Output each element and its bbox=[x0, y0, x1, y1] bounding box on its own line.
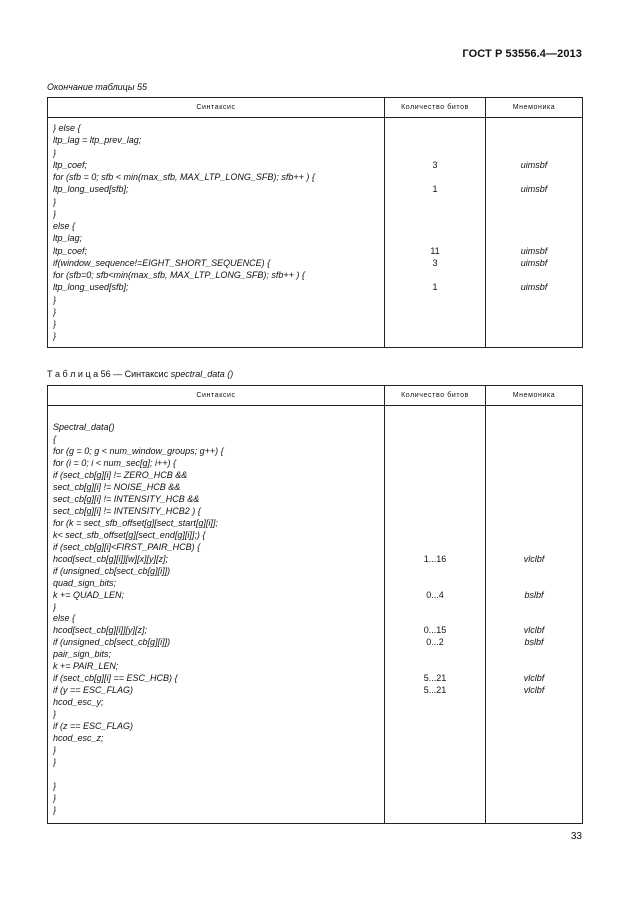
syntax-line: for (i = 0; i < num_sec[g]; i++) { bbox=[53, 457, 177, 468]
syntax-line: if (y == ESC_FLAG) bbox=[53, 685, 134, 696]
mnemonic-cell bbox=[486, 542, 582, 554]
syntax-line: sect_cb[g][i] != NOISE_HCB && bbox=[53, 481, 181, 492]
mnemonic-cell bbox=[486, 709, 582, 721]
bit-count-cell bbox=[385, 446, 485, 458]
mnemonic-cell bbox=[486, 410, 582, 422]
mnemonic-cell bbox=[486, 422, 582, 434]
bit-count-cell bbox=[385, 757, 485, 769]
mnemonic-cell bbox=[486, 220, 582, 232]
syntax-line: } bbox=[53, 306, 57, 317]
syntax-line: } bbox=[53, 793, 57, 803]
syntax-line: } bbox=[53, 709, 57, 720]
bit-count-cell bbox=[385, 306, 485, 318]
syntax-column bbox=[48, 406, 385, 824]
syntax-line: for (sfb = 0; sfb < min(max_sfb, MAX_LTP_LONG_SFB); sfb++ ) { bbox=[53, 172, 315, 182]
bit-count-cell: 1 bbox=[432, 282, 438, 293]
mnemonic-cell bbox=[486, 482, 582, 494]
bit-count-cell bbox=[385, 769, 485, 781]
bit-count-cell: 0...2 bbox=[426, 637, 444, 648]
bit-count-cell bbox=[385, 147, 485, 159]
syntax-line: quad_sign_bits; bbox=[53, 577, 117, 588]
mnemonic-column bbox=[486, 406, 583, 824]
mnemonic-cell bbox=[486, 458, 582, 470]
syntax-line: sect_cb[g][i] != INTENSITY_HCB2 ) { bbox=[53, 505, 201, 516]
mnemonic-column bbox=[486, 118, 583, 348]
mnemonic-cell bbox=[486, 578, 582, 590]
syntax-line: if (sect_cb[g][i] == ESC_HCB) { bbox=[53, 673, 178, 684]
table-55-caption: Окончание таблицы 55 bbox=[47, 82, 147, 92]
syntax-line: ltp_long_used[sfb]; bbox=[53, 184, 129, 195]
syntax-column bbox=[48, 118, 385, 348]
syntax-line: { bbox=[53, 433, 57, 444]
mnemonic-cell: vlclbf bbox=[523, 673, 545, 684]
bit-count-cell bbox=[385, 122, 485, 134]
mnemonic-cell bbox=[486, 613, 582, 625]
mnemonic-cell bbox=[486, 649, 582, 661]
mnemonic-cell bbox=[486, 745, 582, 757]
syntax-line: ltp_coef; bbox=[53, 159, 88, 170]
mnemonic-cell bbox=[486, 518, 582, 530]
page-number: 33 bbox=[570, 831, 582, 842]
syntax-line: hcod[sect_cb[g][i]][w][x][y][z]; bbox=[53, 553, 169, 564]
column-header-bit-count: Количество битов bbox=[385, 98, 486, 118]
bit-count-cell bbox=[385, 410, 485, 422]
bit-count-cell bbox=[385, 220, 485, 232]
syntax-line bbox=[53, 769, 384, 781]
bit-count-cell bbox=[385, 318, 485, 330]
bit-count-cell bbox=[385, 542, 485, 554]
bit-count-cell bbox=[385, 330, 485, 342]
mnemonic-cell bbox=[486, 602, 582, 614]
bit-count-column bbox=[385, 118, 486, 348]
bit-count-cell bbox=[385, 721, 485, 733]
syntax-line bbox=[53, 410, 384, 422]
syntax-line: } bbox=[53, 294, 57, 305]
syntax-line: if (z == ESC_FLAG) bbox=[53, 721, 134, 732]
syntax-line: } bbox=[53, 208, 57, 219]
syntax-line: k += QUAD_LEN; bbox=[53, 589, 125, 600]
column-header-syntax: Синтаксис bbox=[48, 386, 385, 406]
mnemonic-cell bbox=[486, 232, 582, 244]
syntax-line: ltp_long_used[sfb]; bbox=[53, 282, 129, 293]
syntax-line: pair_sign_bits; bbox=[53, 649, 112, 660]
bit-count-cell bbox=[385, 530, 485, 542]
column-header-mnemonic: Мнемоника bbox=[486, 98, 583, 118]
column-header-syntax: Синтаксис bbox=[48, 98, 385, 118]
mnemonic-cell bbox=[486, 805, 582, 817]
mnemonic-cell bbox=[486, 733, 582, 745]
syntax-line: sect_cb[g][i] != INTENSITY_HCB && bbox=[53, 493, 200, 504]
mnemonic-cell bbox=[486, 122, 582, 134]
bit-count-cell bbox=[385, 578, 485, 590]
mnemonic-cell: vlclbf bbox=[523, 625, 545, 636]
table-56-caption-prefix: Т а б л и ц а 56 — Синтаксис bbox=[47, 369, 171, 379]
mnemonic-cell bbox=[486, 269, 582, 281]
mnemonic-cell bbox=[486, 530, 582, 542]
mnemonic-cell: uimsbf bbox=[520, 245, 548, 256]
bit-count-cell bbox=[385, 709, 485, 721]
mnemonic-cell: uimsbf bbox=[520, 184, 548, 195]
mnemonic-cell bbox=[486, 769, 582, 781]
bit-count-cell: 3 bbox=[432, 257, 438, 268]
syntax-line: Spectral_data() bbox=[53, 421, 115, 432]
mnemonic-cell bbox=[486, 318, 582, 330]
bit-count-cell bbox=[385, 733, 485, 745]
bit-count-cell bbox=[385, 171, 485, 183]
syntax-line: } bbox=[53, 781, 57, 792]
mnemonic-cell bbox=[486, 781, 582, 793]
bit-count-cell: 1...16 bbox=[423, 553, 447, 564]
syntax-line: } bbox=[53, 147, 57, 158]
bit-count-cell bbox=[385, 613, 485, 625]
syntax-line: } bbox=[53, 331, 57, 342]
table-56-caption-function: spectral_data () bbox=[170, 369, 234, 379]
bit-count-cell bbox=[385, 745, 485, 757]
syntax-line: for (k = sect_sfb_offset[g][sect_start[g][i]]; bbox=[53, 517, 218, 528]
bit-count-cell bbox=[385, 470, 485, 482]
syntax-line: } bbox=[53, 196, 57, 207]
table-56 bbox=[47, 385, 583, 824]
table-56-caption bbox=[47, 369, 233, 379]
mnemonic-cell: vlclbf bbox=[523, 553, 545, 564]
mnemonic-cell: vlclbf bbox=[523, 685, 545, 696]
bit-count-cell bbox=[385, 805, 485, 817]
syntax-line: k += PAIR_LEN; bbox=[53, 661, 119, 672]
syntax-line: if(window_sequence!=EIGHT_SHORT_SEQUENCE) { bbox=[53, 257, 271, 268]
syntax-line: else { bbox=[53, 221, 76, 231]
mnemonic-cell: uimsbf bbox=[520, 257, 548, 268]
bit-count-cell bbox=[385, 458, 485, 470]
bit-count-cell bbox=[385, 518, 485, 530]
mnemonic-cell: bslbf bbox=[524, 589, 544, 600]
mnemonic-cell bbox=[486, 196, 582, 208]
syntax-line: if (sect_cb[g][i]<FIRST_PAIR_HCB) { bbox=[53, 541, 201, 552]
mnemonic-cell bbox=[486, 793, 582, 805]
syntax-line: hcod_esc_z; bbox=[53, 733, 104, 744]
column-header-bit-count: Количество битов bbox=[385, 386, 486, 406]
bit-count-cell bbox=[385, 781, 485, 793]
mnemonic-cell bbox=[486, 306, 582, 318]
bit-count-cell: 5...21 bbox=[423, 673, 447, 684]
syntax-line: } else { bbox=[53, 123, 81, 133]
table-55 bbox=[47, 97, 583, 348]
bit-count-cell bbox=[385, 482, 485, 494]
syntax-line: hcod_esc_y; bbox=[53, 697, 104, 708]
bit-count-cell: 3 bbox=[432, 159, 438, 170]
bit-count-cell bbox=[385, 494, 485, 506]
mnemonic-cell bbox=[486, 171, 582, 183]
syntax-line: } bbox=[53, 745, 57, 756]
syntax-line: ltp_lag = ltp_prev_lag; bbox=[53, 135, 142, 146]
mnemonic-cell bbox=[486, 134, 582, 146]
mnemonic-cell bbox=[486, 566, 582, 578]
bit-count-cell bbox=[385, 649, 485, 661]
syntax-line: ltp_coef; bbox=[53, 245, 88, 256]
bit-count-cell bbox=[385, 793, 485, 805]
syntax-line: } bbox=[53, 757, 57, 768]
bit-count-cell bbox=[385, 506, 485, 518]
mnemonic-cell bbox=[486, 446, 582, 458]
syntax-line: ltp_lag; bbox=[53, 233, 83, 244]
mnemonic-cell bbox=[486, 434, 582, 446]
mnemonic-cell bbox=[486, 721, 582, 733]
mnemonic-cell bbox=[486, 330, 582, 342]
bit-count-cell: 5...21 bbox=[423, 685, 447, 696]
bit-count-cell: 0...15 bbox=[423, 625, 447, 636]
mnemonic-cell bbox=[486, 661, 582, 673]
bit-count-cell: 1 bbox=[432, 184, 438, 195]
mnemonic-cell bbox=[486, 697, 582, 709]
bit-count-column bbox=[385, 406, 486, 824]
syntax-line: if (sect_cb[g][i] != ZERO_HCB && bbox=[53, 469, 188, 480]
bit-count-cell bbox=[385, 196, 485, 208]
syntax-line: k< sect_sfb_offset[g][sect_end[g][i]];) { bbox=[53, 529, 206, 540]
mnemonic-cell bbox=[486, 470, 582, 482]
mnemonic-cell bbox=[486, 494, 582, 506]
mnemonic-cell bbox=[486, 294, 582, 306]
syntax-line: for (g = 0; g < num_window_groups; g++) { bbox=[53, 445, 224, 456]
mnemonic-cell bbox=[486, 506, 582, 518]
bit-count-cell: 0...4 bbox=[426, 589, 444, 600]
bit-count-cell bbox=[385, 294, 485, 306]
syntax-line: if (unsigned_cb[sect_cb[g][i]]) bbox=[53, 637, 171, 648]
mnemonic-cell bbox=[486, 147, 582, 159]
syntax-line: else { bbox=[53, 613, 76, 624]
bit-count-cell bbox=[385, 434, 485, 446]
syntax-line: } bbox=[53, 804, 57, 815]
bit-count-cell bbox=[385, 602, 485, 614]
syntax-line: hcod[sect_cb[g][i]][y][z]; bbox=[53, 625, 148, 636]
bit-count-cell bbox=[385, 269, 485, 281]
bit-count-cell bbox=[385, 232, 485, 244]
bit-count-cell bbox=[385, 661, 485, 673]
syntax-line: } bbox=[53, 601, 57, 612]
mnemonic-cell: bslbf bbox=[524, 637, 544, 648]
bit-count-cell: 11 bbox=[430, 245, 440, 256]
mnemonic-cell: uimsbf bbox=[520, 282, 548, 293]
bit-count-cell bbox=[385, 208, 485, 220]
standard-designation: ГОСТ Р 53556.4—2013 bbox=[462, 48, 582, 60]
mnemonic-cell bbox=[486, 757, 582, 769]
bit-count-cell bbox=[385, 697, 485, 709]
mnemonic-cell: uimsbf bbox=[520, 159, 548, 170]
bit-count-cell bbox=[385, 134, 485, 146]
column-header-mnemonic: Мнемоника bbox=[486, 386, 583, 406]
bit-count-cell bbox=[385, 566, 485, 578]
syntax-line: if (unsigned_cb[sect_cb[g][i]]) bbox=[53, 565, 171, 576]
syntax-line: for (sfb=0; sfb<min(max_sfb, MAX_LTP_LONG_SFB); sfb++ ) { bbox=[53, 270, 305, 280]
bit-count-cell bbox=[385, 422, 485, 434]
mnemonic-cell bbox=[486, 208, 582, 220]
syntax-line: } bbox=[53, 319, 57, 329]
